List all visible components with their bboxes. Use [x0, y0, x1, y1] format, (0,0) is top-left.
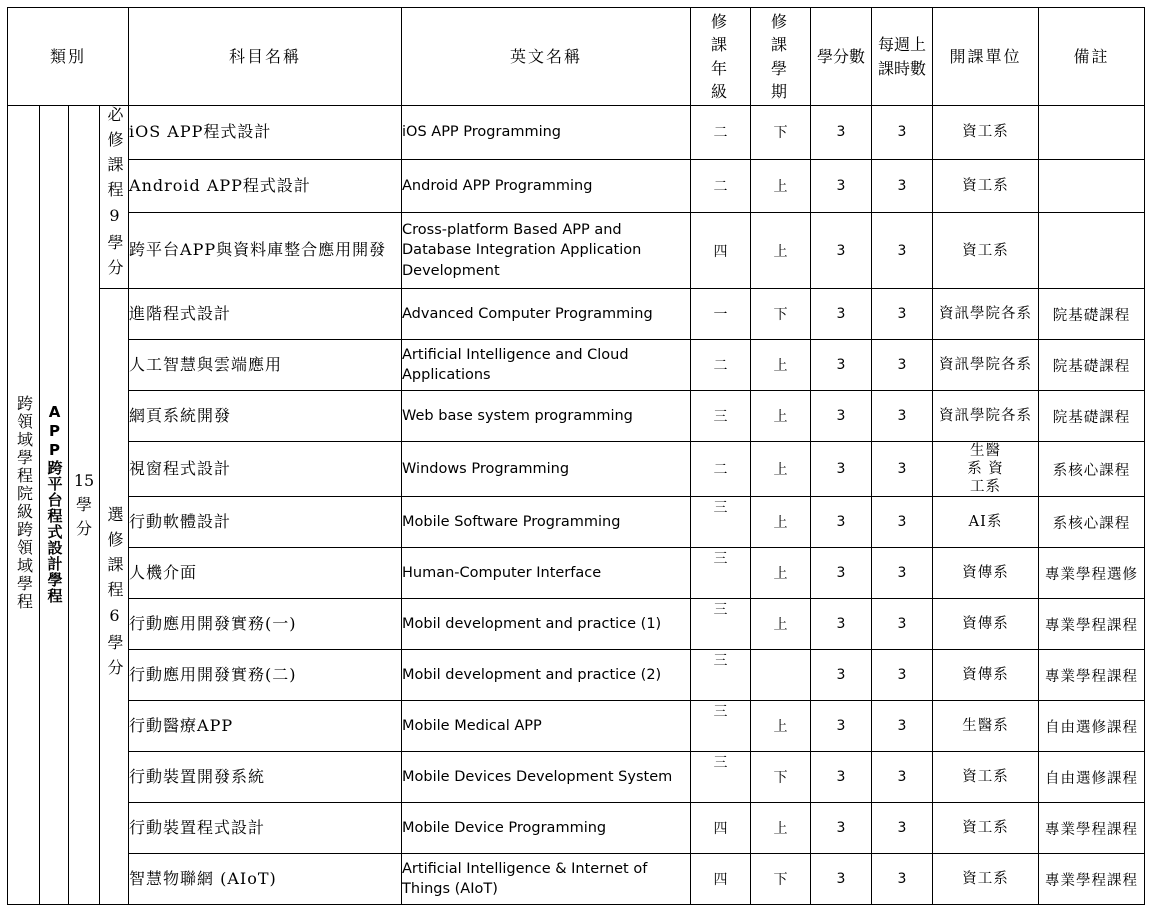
course-year: 二 — [691, 340, 751, 391]
course-unit: 資傳系 — [933, 650, 1039, 701]
course-semester: 上 — [751, 213, 811, 289]
course-note: 院基礎課程 — [1039, 391, 1145, 442]
header-english-name: 英文名稱 — [402, 8, 691, 106]
course-year: 三 — [691, 752, 751, 803]
course-unit: 資訊學院各系 — [933, 340, 1039, 391]
course-semester: 上 — [751, 701, 811, 752]
course-credits: 3 — [811, 213, 872, 289]
course-semester: 上 — [751, 803, 811, 854]
course-credits: 3 — [811, 442, 872, 497]
course-zh: Android APP程式設計 — [129, 159, 402, 213]
table-row — [8, 159, 1145, 213]
course-credits: 3 — [811, 701, 872, 752]
course-year: 二 — [691, 442, 751, 497]
course-zh: 智慧物聯網 (AIoT) — [129, 854, 402, 905]
table-row — [8, 497, 1145, 548]
category-level3: 15學分 — [69, 106, 100, 905]
course-note: 院基礎課程 — [1039, 289, 1145, 340]
course-unit: 資工系 — [933, 752, 1039, 803]
course-en: Advanced Computer Programming — [402, 289, 691, 340]
header-row — [8, 8, 1145, 106]
course-year: 四 — [691, 854, 751, 905]
course-note: 系核心課程 — [1039, 442, 1145, 497]
course-zh: 人工智慧與雲端應用 — [129, 340, 402, 391]
course-note: 專業學程選修 — [1039, 548, 1145, 599]
course-note: 專業學程課程 — [1039, 650, 1145, 701]
course-en: Mobile Device Programming — [402, 803, 691, 854]
course-semester: 上 — [751, 442, 811, 497]
course-zh: 行動應用開發實務(一) — [129, 599, 402, 650]
course-en: iOS APP Programming — [402, 106, 691, 160]
course-unit: 生醫系 — [933, 701, 1039, 752]
table-row — [8, 289, 1145, 340]
table-row — [8, 854, 1145, 905]
course-en: Web base system programming — [402, 391, 691, 442]
header-note: 備註 — [1039, 8, 1145, 106]
table-row — [8, 650, 1145, 701]
table-row — [8, 701, 1145, 752]
course-zh: 行動醫療APP — [129, 701, 402, 752]
course-unit: 資工系 — [933, 854, 1039, 905]
course-note — [1039, 106, 1145, 160]
course-credits: 3 — [811, 650, 872, 701]
course-hours: 3 — [872, 340, 933, 391]
course-note: 專業學程課程 — [1039, 854, 1145, 905]
course-zh: 行動軟體設計 — [129, 497, 402, 548]
course-unit: 資工系 — [933, 106, 1039, 160]
course-en: Human-Computer Interface — [402, 548, 691, 599]
course-unit: 資訊學院各系 — [933, 289, 1039, 340]
course-year: 三 — [691, 599, 751, 650]
header-credits: 學分數 — [811, 8, 872, 106]
table-row — [8, 106, 1145, 160]
course-credits: 3 — [811, 391, 872, 442]
course-credits: 3 — [811, 803, 872, 854]
curriculum-table — [7, 7, 1145, 905]
course-zh: iOS APP程式設計 — [129, 106, 402, 160]
course-semester: 下 — [751, 106, 811, 160]
header-unit: 開課單位 — [933, 8, 1039, 106]
table-row — [8, 548, 1145, 599]
course-semester: 上 — [751, 599, 811, 650]
course-credits: 3 — [811, 340, 872, 391]
course-semester: 上 — [751, 159, 811, 213]
course-hours: 3 — [872, 650, 933, 701]
course-hours: 3 — [872, 701, 933, 752]
course-note — [1039, 159, 1145, 213]
course-semester: 下 — [751, 289, 811, 340]
course-year: 一 — [691, 289, 751, 340]
table-row — [8, 391, 1145, 442]
course-hours: 3 — [872, 391, 933, 442]
course-en: Mobil development and practice (2) — [402, 650, 691, 701]
course-hours: 3 — [872, 159, 933, 213]
course-en: Mobile Devices Development System — [402, 752, 691, 803]
course-year: 二 — [691, 106, 751, 160]
table-row — [8, 803, 1145, 854]
course-credits: 3 — [811, 289, 872, 340]
course-credits: 3 — [811, 752, 872, 803]
course-semester: 上 — [751, 548, 811, 599]
course-hours: 3 — [872, 854, 933, 905]
course-semester: 上 — [751, 497, 811, 548]
course-year: 三 — [691, 650, 751, 701]
course-credits: 3 — [811, 548, 872, 599]
course-zh: 跨平台APP與資料庫整合應用開發 — [129, 213, 402, 289]
course-en: Mobile Medical APP — [402, 701, 691, 752]
course-unit: 資工系 — [933, 159, 1039, 213]
course-unit: 資傳系 — [933, 548, 1039, 599]
course-zh: 進階程式設計 — [129, 289, 402, 340]
course-unit: AI系 — [933, 497, 1039, 548]
course-note: 自由選修課程 — [1039, 752, 1145, 803]
course-zh: 行動裝置程式設計 — [129, 803, 402, 854]
course-semester: 上 — [751, 391, 811, 442]
course-unit: 資訊學院各系 — [933, 391, 1039, 442]
course-semester — [751, 650, 811, 701]
course-unit: 資傳系 — [933, 599, 1039, 650]
table-row — [8, 213, 1145, 289]
course-zh: 人機介面 — [129, 548, 402, 599]
course-semester: 上 — [751, 340, 811, 391]
course-year: 三 — [691, 701, 751, 752]
table-row — [8, 442, 1145, 497]
course-credits: 3 — [811, 854, 872, 905]
course-year: 二 — [691, 159, 751, 213]
header-weekly-hours: 每週上課時數 — [872, 8, 933, 106]
course-hours: 3 — [872, 803, 933, 854]
course-unit: 資工系 — [933, 213, 1039, 289]
elective-group: 選修課程6學分 — [100, 289, 129, 905]
course-year: 四 — [691, 213, 751, 289]
course-zh: 行動裝置開發系統 — [129, 752, 402, 803]
course-note: 院基礎課程 — [1039, 340, 1145, 391]
course-hours: 3 — [872, 497, 933, 548]
course-hours: 3 — [872, 548, 933, 599]
course-hours: 3 — [872, 289, 933, 340]
course-hours: 3 — [872, 213, 933, 289]
category-level1: 跨領域學程院級跨領域學程 — [8, 106, 40, 905]
course-unit: 資工系 — [933, 803, 1039, 854]
course-credits: 3 — [811, 159, 872, 213]
course-year: 三 — [691, 548, 751, 599]
header-semester: 修課學期 — [751, 8, 811, 106]
course-year: 四 — [691, 803, 751, 854]
header-year: 修課年級 — [691, 8, 751, 106]
table-row — [8, 752, 1145, 803]
course-zh: 行動應用開發實務(二) — [129, 650, 402, 701]
course-en: Mobile Software Programming — [402, 497, 691, 548]
course-zh: 視窗程式設計 — [129, 442, 402, 497]
course-note: 系核心課程 — [1039, 497, 1145, 548]
course-credits: 3 — [811, 106, 872, 160]
course-hours: 3 — [872, 106, 933, 160]
course-semester: 下 — [751, 752, 811, 803]
category-level2: APP跨平台程式設計學程 — [40, 106, 69, 905]
required-group: 必修課程9學分 — [100, 106, 129, 289]
header-course-name: 科目名稱 — [129, 8, 402, 106]
course-en: Artificial Intelligence & Internet of Things (AIoT) — [402, 854, 691, 905]
course-note: 專業學程課程 — [1039, 803, 1145, 854]
course-note: 自由選修課程 — [1039, 701, 1145, 752]
course-en: Android APP Programming — [402, 159, 691, 213]
course-note — [1039, 213, 1145, 289]
course-en: Artificial Intelligence and Cloud Applications — [402, 340, 691, 391]
course-unit: 生醫系 資工系 — [933, 442, 1039, 497]
table-row — [8, 340, 1145, 391]
course-year: 三 — [691, 391, 751, 442]
course-en: Mobil development and practice (1) — [402, 599, 691, 650]
course-hours: 3 — [872, 752, 933, 803]
course-note: 專業學程課程 — [1039, 599, 1145, 650]
course-year: 三 — [691, 497, 751, 548]
course-hours: 3 — [872, 599, 933, 650]
table-row — [8, 599, 1145, 650]
course-zh: 網頁系統開發 — [129, 391, 402, 442]
header-category: 類別 — [8, 8, 129, 106]
course-en: Windows Programming — [402, 442, 691, 497]
course-semester: 下 — [751, 854, 811, 905]
course-hours: 3 — [872, 442, 933, 497]
course-credits: 3 — [811, 497, 872, 548]
course-en: Cross-platform Based APP and Database Integration Application Development — [402, 213, 691, 289]
course-credits: 3 — [811, 599, 872, 650]
